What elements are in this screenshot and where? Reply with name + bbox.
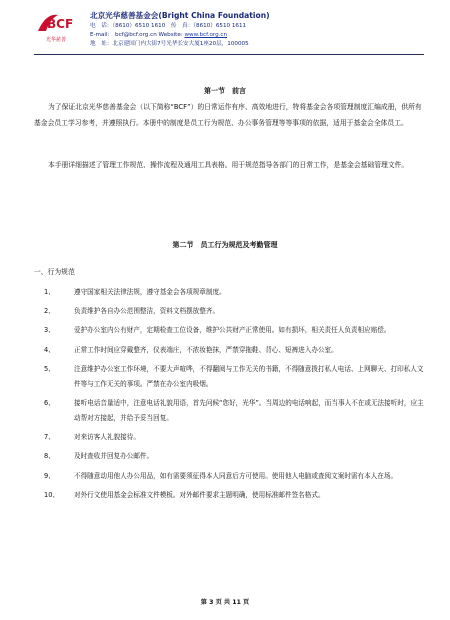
list-item xyxy=(34,430,426,445)
list-item xyxy=(34,323,426,338)
organization-name: 北京光华慈善基金会(Bright China Foundation) xyxy=(90,11,270,20)
item-text: 对来访客人礼貌接待。 xyxy=(74,433,140,442)
page-number: 第 3 页 共 11 页 xyxy=(200,599,250,606)
letterhead xyxy=(34,9,424,53)
email-label: E-mail: bcf@bcf.org.cn Website: xyxy=(90,32,185,38)
item-text: 遵守国家相关法律法规，遵守基金会各项规章制度。 xyxy=(74,288,226,296)
item-number: 7、 xyxy=(44,433,55,442)
list-item xyxy=(34,396,426,426)
item-number: 1、 xyxy=(44,288,55,296)
list-item xyxy=(34,304,426,319)
svg-text:BCF: BCF xyxy=(47,17,74,31)
preface-paragraph-2: 本手册详细描述了管理工作规范、操作流程及通用工具表格。用于规范指导各部门的日常工作，是基金会基础管理文件。 xyxy=(48,161,409,169)
email-website-line xyxy=(90,30,227,38)
item-number: 3、 xyxy=(44,326,55,335)
list-item xyxy=(34,469,426,484)
header-divider xyxy=(34,54,424,55)
list-item xyxy=(34,362,426,392)
list-item xyxy=(34,449,426,464)
item-number: 8、 xyxy=(44,452,55,461)
bcf-logo-mark xyxy=(36,11,76,33)
item-text: 负责维护各自办公范围整洁，资料文档摆放整齐。 xyxy=(74,307,220,316)
item-number: 4、 xyxy=(44,345,55,354)
list-item xyxy=(34,488,426,503)
item-text: 不得随意动用他人办公用品，如有需要须征得本人同意后方可使用。使用他人电脑或查阅文案时需有本人在场。 xyxy=(74,471,398,480)
item-number: 5、 xyxy=(44,364,55,373)
address-line: 地 址：北京建国门内大街7号光华长安大厦1座20层，100005 xyxy=(90,41,249,47)
item-number: 6、 xyxy=(44,398,55,407)
website-link[interactable]: www.bcf.org.cn xyxy=(184,32,228,38)
preface-paragraph-1: 为了保证北京光华慈善基金会（以下简称“BCF”）的日常运作有序、高效地进行，特将基金会各项管理制度汇编成册，供所有基金会员工学习参考，并遵照执行。本册中的制度是员工行为规范、办公事务管理等等事项的依据，适用于基金会全体员工。 xyxy=(34,103,422,127)
item-text: 及时查收并回复办公邮件。 xyxy=(74,452,154,461)
item-text: 接听电话音量适中，注意电话礼貌用语，首先问候“您好，光华”。当周边的电话响起，而当事人不在或无法接听时，应主动帮对方接起，并给予妥当回复。 xyxy=(74,398,424,422)
list-item xyxy=(34,343,426,358)
phone-fax-line: 电 话：（8610）6510 1610 传 真：（8610）6510 1611 xyxy=(90,23,247,29)
section-2-title: 第二节 员工行为规范及考勤管理 xyxy=(172,241,278,249)
subheading-conduct: 一、行为规范 xyxy=(34,268,75,276)
item-number: 2、 xyxy=(44,307,55,316)
item-text: 对外行文使用基金会标准文件模板。对外邮件要求主题明确，使用标准邮件签名格式。 xyxy=(74,490,325,499)
bcf-logo xyxy=(34,9,78,49)
item-text: 正常工作时间应穿戴整齐，仪表端庄，不浓妆艳抹，严禁穿拖鞋、背心、短裤进入办公室。 xyxy=(74,345,338,354)
item-number: 10、 xyxy=(44,490,59,499)
section-1-title: 第一节 前言 xyxy=(204,87,246,95)
item-number: 9、 xyxy=(44,471,55,480)
item-text: 注意维护办公室工作环境，不要大声喧哗，不得翻阅与工作无关的书籍，不得随意拨打私人电话、上网聊天、打印私人文件等与工作无关的事项。严禁在办公室内吸烟。 xyxy=(74,364,424,388)
logo-subtitle: 光华慈善 xyxy=(45,37,66,43)
item-text: 爱护办公室内公有财产，定期检查工位设备，维护公共财产正常使用。如有损坏，相关责任人负责相应赔偿。 xyxy=(74,326,391,335)
list-item xyxy=(34,285,426,300)
conduct-rules-list xyxy=(34,285,426,507)
